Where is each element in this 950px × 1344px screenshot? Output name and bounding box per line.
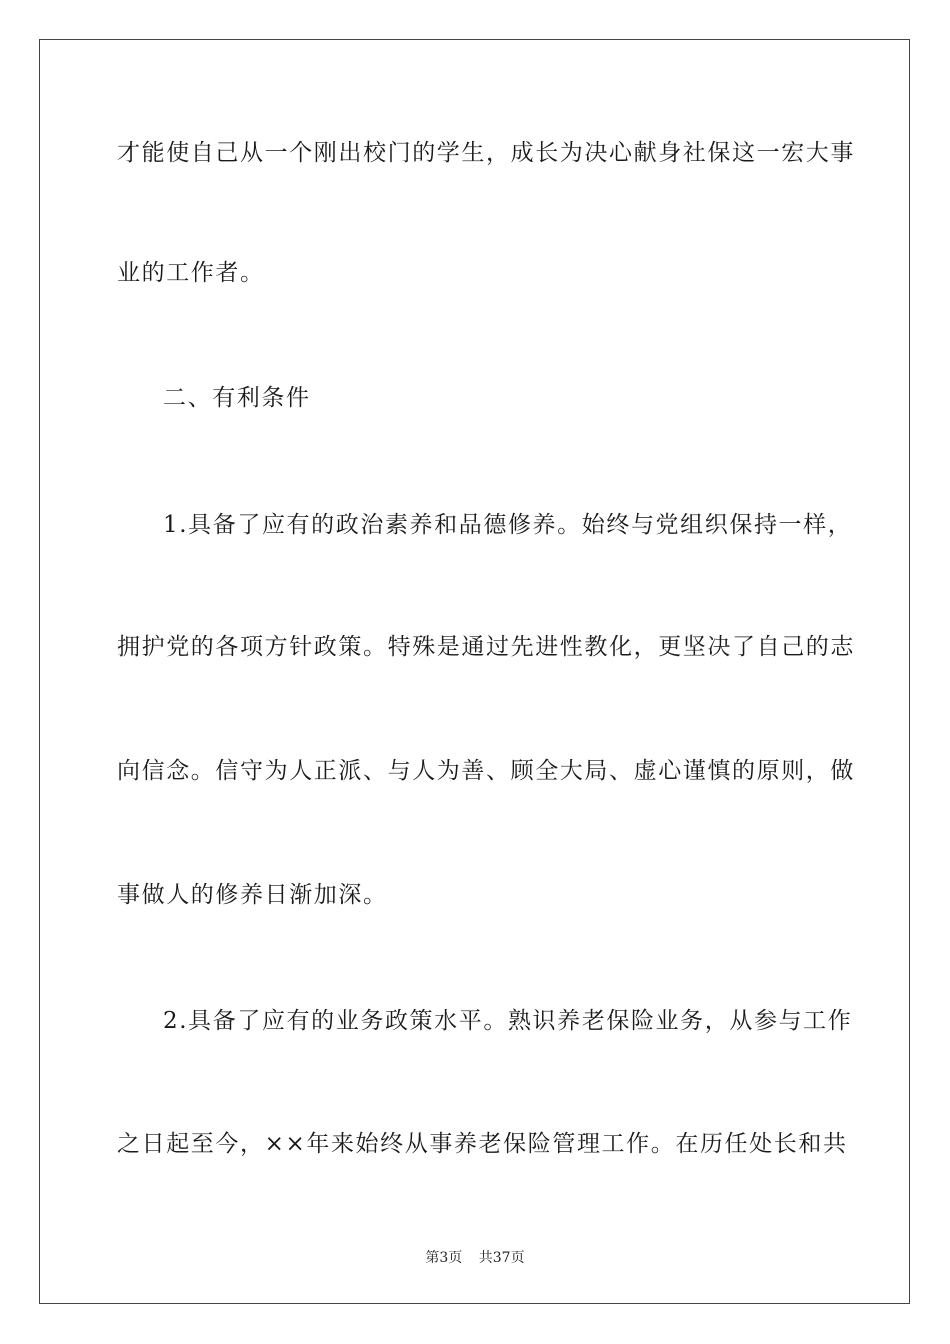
section-heading: 二、有利条件 [163,385,311,411]
page-total: 共37页 [478,1250,525,1266]
page-footer [0,1247,950,1267]
paragraph-line: 1.具备了应有的政治素养和品德修养。始终与党组织保持一样， [163,512,853,538]
paragraph-line: 向信念。信守为人正派、与人为善、顾全大局、虚心谨慎的原则，做 [117,758,855,784]
page-border [39,39,910,1304]
paragraph-line: 事做人的修养日渐加深。 [117,882,388,908]
paragraph-line: 拥护党的各项方针政策。特殊是通过先进性教化，更坚决了自己的志 [117,634,855,660]
paragraph-line: 才能使自己从一个刚出校门的学生，成长为决心献身社保这一宏大事 [117,140,855,166]
paragraph-line: 业的工作者。 [117,260,265,286]
paragraph-line: 之日起至今，××年来始终从事养老保险管理工作。在历任处长和共 [117,1131,848,1157]
paragraph-line: 2.具备了应有的业务政策水平。熟识养老保险业务，从参与工作 [163,1008,853,1034]
page-number: 第3页 [425,1250,463,1266]
